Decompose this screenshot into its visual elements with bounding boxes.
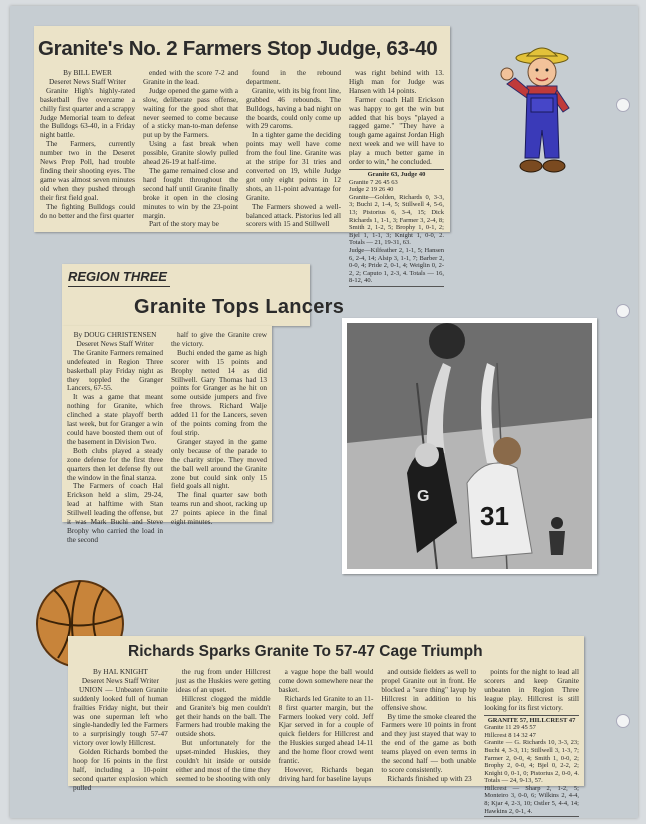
article-body xyxy=(73,667,579,815)
binder-hole xyxy=(616,304,630,318)
paragraph: By time the smoke cleared the Farmers were 10 points in front and they just stayed that way to the end of the game as both teams played on even terms in the second half — both unable to score consistently. xyxy=(381,711,477,774)
paragraph: Richards led Granite to an 11-8 first quarter margin, but the Farmers looked very cold. Jeff Kjar served in for a couple of quick fielders for Hillcrest and the Huskies surged ahead 14-11 and the home floor crowd went frantic. xyxy=(278,693,374,766)
paragraph: ended with the score 7-2 and Granite in the lead. xyxy=(143,68,238,86)
column xyxy=(279,668,374,784)
staff-line: Deseret News Staff Writer xyxy=(76,338,154,348)
column xyxy=(67,330,163,544)
paragraph: However, Richards began driving hard for baseline layups xyxy=(278,764,374,783)
box-score-line: Judge 2 19 26 40 xyxy=(349,186,394,194)
paragraph: The Granite Farmers remained undefeated in Region Three basketball play Friday night as they toppled the Granger Lancers, 67-55. xyxy=(67,347,163,393)
paragraph: points for the night to lead all scorers and keep Granite unbeaten in Region Three league play. Hillcrest is still looking for its first victory. xyxy=(484,667,579,712)
paragraph: a vague hope the ball would come down somewhere near the basket. xyxy=(278,667,374,694)
staff-line: Deseret News Staff Writer xyxy=(81,675,159,685)
paragraph: was right behind with 13. High man for Judge was Hansen with 14 points. xyxy=(349,68,444,95)
paragraph: It was a game that meant nothing for Granite, which clinched a state playoff berth last week, but for Granger a win could have boosted them out of the basement in Division Two. xyxy=(67,392,163,446)
byline: By BILL EWER xyxy=(63,68,112,77)
paragraph: Using a fast break when possible, Granite slowly pulled ahead 26-19 at half-time. xyxy=(143,139,238,167)
box-score-line: Granite 11 29 45 57 xyxy=(484,724,536,732)
paragraph: Both clubs played a steady zone defense for the first three quarters then let defense fly out the window in the final stanza. xyxy=(67,445,163,482)
binder-hole xyxy=(616,714,630,728)
box-score xyxy=(484,715,579,818)
paragraph: Judge opened the game with a slow, deliberate pass offense, waiting for the good shot that never seemed to come because of a sticky man-to-man defense put up by the Farmers. xyxy=(143,85,238,140)
byline: By DOUG CHRISTENSEN xyxy=(73,330,157,339)
basketball-game-photo xyxy=(342,318,597,574)
paragraph: found in the rebound department. xyxy=(246,68,341,86)
box-score-line: Granite — G. Richards 10, 3-3, 23; Buchi 4, 3-3, 11; Stillwell 3, 1-3, 7; Farmer 2, 0-0, 4; Smith 1, 0-0, 2; Brophy 2, 0-0, 4; Bjel 0, 2-2, 2; Knight 0, 0-1, 0; Pistorius 2, 0-0, 4. Totals — 24, 9-13, 57. xyxy=(484,739,579,785)
column xyxy=(40,69,135,229)
column xyxy=(176,668,271,784)
column xyxy=(381,668,476,784)
headline: Richards Sparks Granite To 57-47 Cage Triumph xyxy=(128,643,483,660)
article-body xyxy=(67,330,267,544)
column xyxy=(73,667,168,792)
kicker-rule xyxy=(68,286,170,287)
scrapbook-page xyxy=(10,6,638,818)
column xyxy=(349,68,444,285)
paragraph: But unfortunately for the upset-minded Huskies, they couldn't hit inside or outside either and most of the time they seemed to be shooting with only xyxy=(175,738,271,783)
article-clipping-hillcrest xyxy=(68,636,584,815)
paragraph: UNION — Unbeaten Granite suddenly looked full of human frailties Friday night, but their was one superman left who single-handedly led the Farmers to a surprisingly tough 57-47 victory over lowly Hillcrest. xyxy=(73,684,168,748)
jersey-letter: G xyxy=(417,488,430,505)
article-clipping-lancers xyxy=(62,326,272,544)
column xyxy=(143,69,238,229)
paragraph: The final quarter saw both teams run and shoot, racking up 27 points apiece in the final eight minutes. xyxy=(171,490,267,527)
paragraph: and outside fielders as well to propel Granite out in front. He blocked a "sure thing" layup by Hillcrest in addition to his offensive show. xyxy=(381,667,477,712)
box-score-line: Hillcrest — Sharp 2, 1-2, 5; Monteiro 3, 0-0, 6; Wilkins 2, 4-4, 8; Kjar 4, 2-3, 10; Ostler 5, 4-4, 14; Hawkins 2, 0-1, 4. xyxy=(484,784,579,815)
paragraph: Hillcrest clogged the middle and Granite's big men couldn't get their hands on the ball. The Farmers had trouble making the outside shots. xyxy=(175,693,271,739)
binder-hole xyxy=(616,98,630,112)
paragraph: Part of the story may be xyxy=(149,219,219,229)
paragraph: The Farmers showed a well-balanced attack. Pistorius led all scorers with 15 and Stillwell xyxy=(246,201,341,229)
headline: Granite Tops Lancers xyxy=(134,296,345,318)
jersey-number: 31 xyxy=(480,501,509,531)
staff-line: Deseret News Staff Writer xyxy=(48,76,127,86)
box-score-line: Granite 7 26 45 63 xyxy=(349,178,398,186)
byline: By HAL KNIGHT xyxy=(92,667,148,676)
farmer-cartoon-illustration xyxy=(487,38,587,186)
paragraph: Farmer coach Hall Erickson was happy to get the win but added that his boys "played a ragged game." "They have a tough game against Jordan High next week and we will have to play a much better game in order to win," he concluded. xyxy=(349,94,444,167)
paragraph: Granger stayed in the game only because of the parade to the charity stripe. They moved the ball well around the Granite zone but could sink only 15 field goals all night. xyxy=(171,436,267,491)
paragraph: The fighting Bulldogs could do no better and the first quarter xyxy=(40,201,135,220)
column xyxy=(171,330,267,527)
paragraph: Buchi ended the game as high scorer with 15 points and Brophy netted 14 as did Stillwell. Gary Thomas had 13 points for Granger as he hit on some outside jumpers and five free throws. Richard Walje added 11 for the Lancers, seven of the points coming from the foul strip. xyxy=(171,347,267,437)
paragraph: The Farmers, currently number two in the Deseret News Prep Poll, had trouble finding their shooting eyes. The game was almost seven minutes old when they pushed through their first field goal. xyxy=(40,139,135,202)
paragraph: Granite High's highly-rated basketball five overcame a chilly first quarter and a scrappy Judge Memorial team to defeat the Bulldogs 63-40, in a Friday night battle. xyxy=(40,85,135,140)
paragraph: The game remained close and hard fought throughout the second half until Granite finally broke it open in the closing minutes to win by the 23-point margin. xyxy=(143,165,238,220)
paragraph: half to give the Granite crew the victory. xyxy=(171,330,267,348)
box-score-line: Granite—Golden, Richards 0, 3-3, 3; Buchi 2, 1-4, 5; Stillwell 4, 5-6, 13; Pistorius 6, 3-4, 15; Dick Richards 1, 1-1, 3; Farmer 3, 2-4, 8; Smith 2, 1-2, 5; Brophy 1, 0-1, 2; Bjel 1, 1-1, 3; Knight 1, 0-0, 2. Totals — 21, 19-31, 63. xyxy=(349,193,444,247)
column xyxy=(246,69,341,229)
paragraph: Granite, with its big front line, grabbed 46 rebounds. The Bulldogs, having a bad night on the boards, could only come up with 29 caroms. xyxy=(246,85,341,131)
column xyxy=(484,667,579,815)
box-score-line: Hillcrest 8 14 32 47 xyxy=(484,731,536,739)
box-score xyxy=(349,169,444,287)
paragraph: Golden Richards bombed the hoop for 16 points in the first half, including a 10-point second quarter explosion which pulled xyxy=(73,747,168,792)
paragraph: Richards finished up with 23 xyxy=(387,773,472,783)
photo-scene xyxy=(347,323,592,569)
box-score-title: Granite 63, Judge 40 xyxy=(367,170,426,178)
box-score-title: GRANITE 57, HILLCREST 47 xyxy=(487,716,576,724)
paragraph: In a tighter game the deciding points may well have come from the foul line. Granite was at the stripe for 31 tries and converted on 19, while Judge got only eight points in 12 shots, an 11-point advantage for Granite. xyxy=(246,130,341,202)
box-score-line: Judge—Kilfeather 2, 1-1, 5; Hansen 6, 2-4, 14; Alsip 3, 1-1, 7; Barber 2, 0-0, 4; Pride 2, 0-1, 4; Weiglin 0, 2-2, 2; Caputo 1, 2-3, 4. Totals — 16, 8-12, 40. xyxy=(349,246,444,285)
headline: Granite's No. 2 Farmers Stop Judge, 63-40 xyxy=(38,37,438,60)
section-kicker: REGION THREE xyxy=(68,269,167,284)
paragraph: the rug from under Hillcrest just as the Huskies were getting ideas of an upset. xyxy=(175,667,271,694)
paragraph: The Farmers of coach Hal Erickson held a slim, 29-24, lead at halftime with Stan Stillwell leading the offense, but it was Mark Buchi and Steve Brophy who carried the load in the second xyxy=(67,481,163,544)
article-clipping-lancers-header xyxy=(62,264,345,326)
